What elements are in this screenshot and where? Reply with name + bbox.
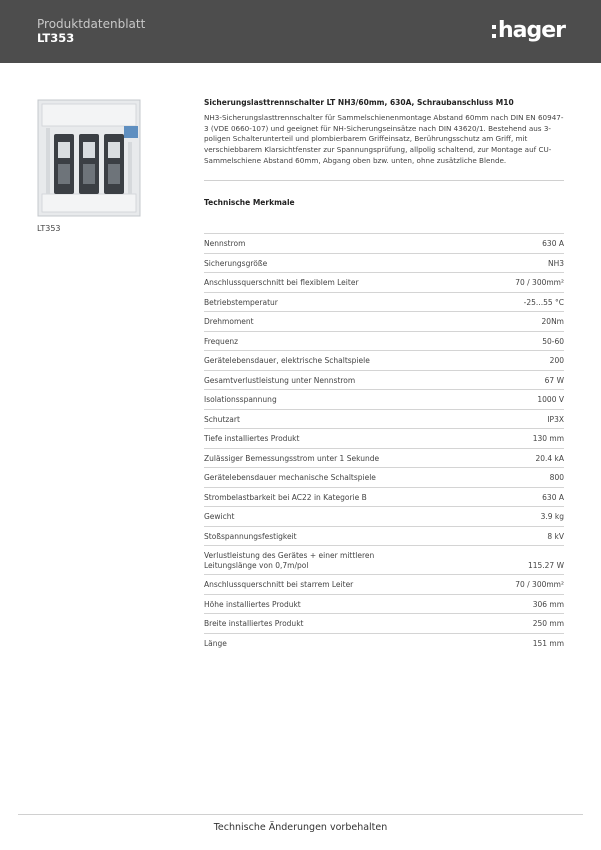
spec-value: 50-60 xyxy=(542,336,564,346)
spec-row xyxy=(204,370,564,390)
spec-label: Drehmoment xyxy=(204,317,254,326)
spec-label: Stoßspannungsfestigkeit xyxy=(204,531,297,541)
spec-label: Schutzart xyxy=(204,414,240,424)
spec-row xyxy=(204,331,564,351)
spec-row xyxy=(204,350,564,370)
spec-label: Isolationsspannung xyxy=(204,395,277,404)
spec-label: Frequenz xyxy=(204,336,239,346)
specs-table xyxy=(204,233,564,652)
spec-row xyxy=(204,409,564,429)
footer-note: Technische Änderungen vorbehalten xyxy=(213,822,388,833)
spec-row xyxy=(204,428,564,448)
spec-row xyxy=(204,311,564,331)
image-caption: LT353 xyxy=(37,224,61,233)
spec-row xyxy=(204,613,564,633)
spec-label: Anschlussquerschnitt bei starrem Leiter xyxy=(204,580,354,589)
spec-row xyxy=(204,448,564,468)
spec-label: Verlustleistung des Gerätes + einer mittleren Leitungslänge von 0,7m/pol xyxy=(204,551,375,570)
spec-label: Höhe installiertes Produkt xyxy=(204,599,301,609)
brand-logo xyxy=(492,18,565,44)
spec-value: 250 mm xyxy=(532,619,564,628)
logo-dots-icon xyxy=(492,25,496,38)
divider xyxy=(204,180,564,181)
spec-row xyxy=(204,467,564,487)
brand-wordmark: hager xyxy=(498,18,566,43)
product-code: LT353 xyxy=(37,31,75,45)
spec-row xyxy=(204,574,564,594)
spec-label: Sicherungsgröße xyxy=(204,258,268,268)
fuse-handle-1-icon xyxy=(54,134,74,194)
spec-value: 630 A xyxy=(542,492,564,502)
spec-value: 70 / 300mm² xyxy=(515,278,564,287)
spec-value: 306 mm xyxy=(532,599,564,609)
spec-row xyxy=(204,292,564,312)
spec-value: 130 mm xyxy=(532,434,564,443)
spec-row xyxy=(204,487,564,507)
spec-label: Strombelastbarkeit bei AC22 in Kategorie B xyxy=(204,492,367,502)
fuse-handle-3-icon xyxy=(104,134,124,194)
spec-value: -25...55 °C xyxy=(523,297,564,307)
spec-value: 20.4 kA xyxy=(535,453,564,463)
spec-value: 70 / 300mm² xyxy=(515,580,564,589)
spec-row xyxy=(204,389,564,409)
spec-label: Betriebstemperatur xyxy=(204,297,278,307)
spec-label: Nennstrom xyxy=(204,239,246,248)
spec-label: Länge xyxy=(204,638,227,648)
product-description: NH3-Sicherungslasttrennschalter für Sammelschienenmontage Abstand 60mm nach DIN EN 60947-3 (VDE 0660-107) und geeignet für NH-Sicherungseinsätze nach DIN 43620/1. Bestehend aus 3-poligen Schalterunterteil und plombierbarem Griffeinsatz, Berührungsschutz am Griff, mit verschiebbarem Klarsichtfenster zur Spannungsprüfung, allpolig schaltend, zur Montage auf CU-Sammelschiene Abstand 60mm, Abgang oben bzw. unten, ohne zusätzliche Blende. xyxy=(204,113,564,165)
spec-row xyxy=(204,545,564,574)
spec-label: Tiefe installiertes Produkt xyxy=(204,434,300,443)
spec-value: NH3 xyxy=(547,258,564,268)
spec-label: Gewicht xyxy=(204,512,235,521)
spec-row xyxy=(204,506,564,526)
fuse-handle-2-icon xyxy=(79,134,99,194)
spec-row xyxy=(204,594,564,614)
spec-label: Breite installiertes Produkt xyxy=(204,619,304,628)
spec-label: Zulässiger Bemessungsstrom unter 1 Sekunde xyxy=(204,453,380,463)
document-kicker: Produktdatenblatt xyxy=(37,17,146,31)
section-heading: Technische Merkmale xyxy=(204,198,295,207)
spec-label: Gerätelebensdauer, elektrische Schaltspiele xyxy=(204,356,370,365)
spec-value: 20Nm xyxy=(541,317,564,326)
spec-row xyxy=(204,526,564,546)
product-title: Sicherungslasttrennschalter LT NH3/60mm, 630A, Schraubanschluss M10 xyxy=(204,98,514,107)
spec-row xyxy=(204,633,564,653)
spec-label: Anschlussquerschnitt bei flexiblem Leiter xyxy=(204,278,359,287)
spec-value: 800 xyxy=(549,473,564,482)
spec-row xyxy=(204,233,564,253)
spec-label: Gerätelebensdauer mechanische Schaltspiele xyxy=(204,473,376,482)
spec-value: IP3X xyxy=(547,414,564,424)
spec-value: 200 xyxy=(549,356,564,365)
spec-value: 3.9 kg xyxy=(540,512,564,521)
spec-value: 115.27 W xyxy=(527,560,564,570)
spec-value: 1000 V xyxy=(537,395,564,404)
spec-value: 630 A xyxy=(542,239,564,248)
page-header xyxy=(0,0,601,63)
product-image xyxy=(36,98,142,218)
spec-value: 67 W xyxy=(544,375,564,385)
spec-value: 151 mm xyxy=(532,638,564,648)
spec-label: Gesamtverlustleistung unter Nennstrom xyxy=(204,375,356,385)
spec-row xyxy=(204,253,564,273)
footer-divider xyxy=(18,814,583,815)
spec-row xyxy=(204,272,564,292)
spec-value: 8 kV xyxy=(547,531,564,541)
